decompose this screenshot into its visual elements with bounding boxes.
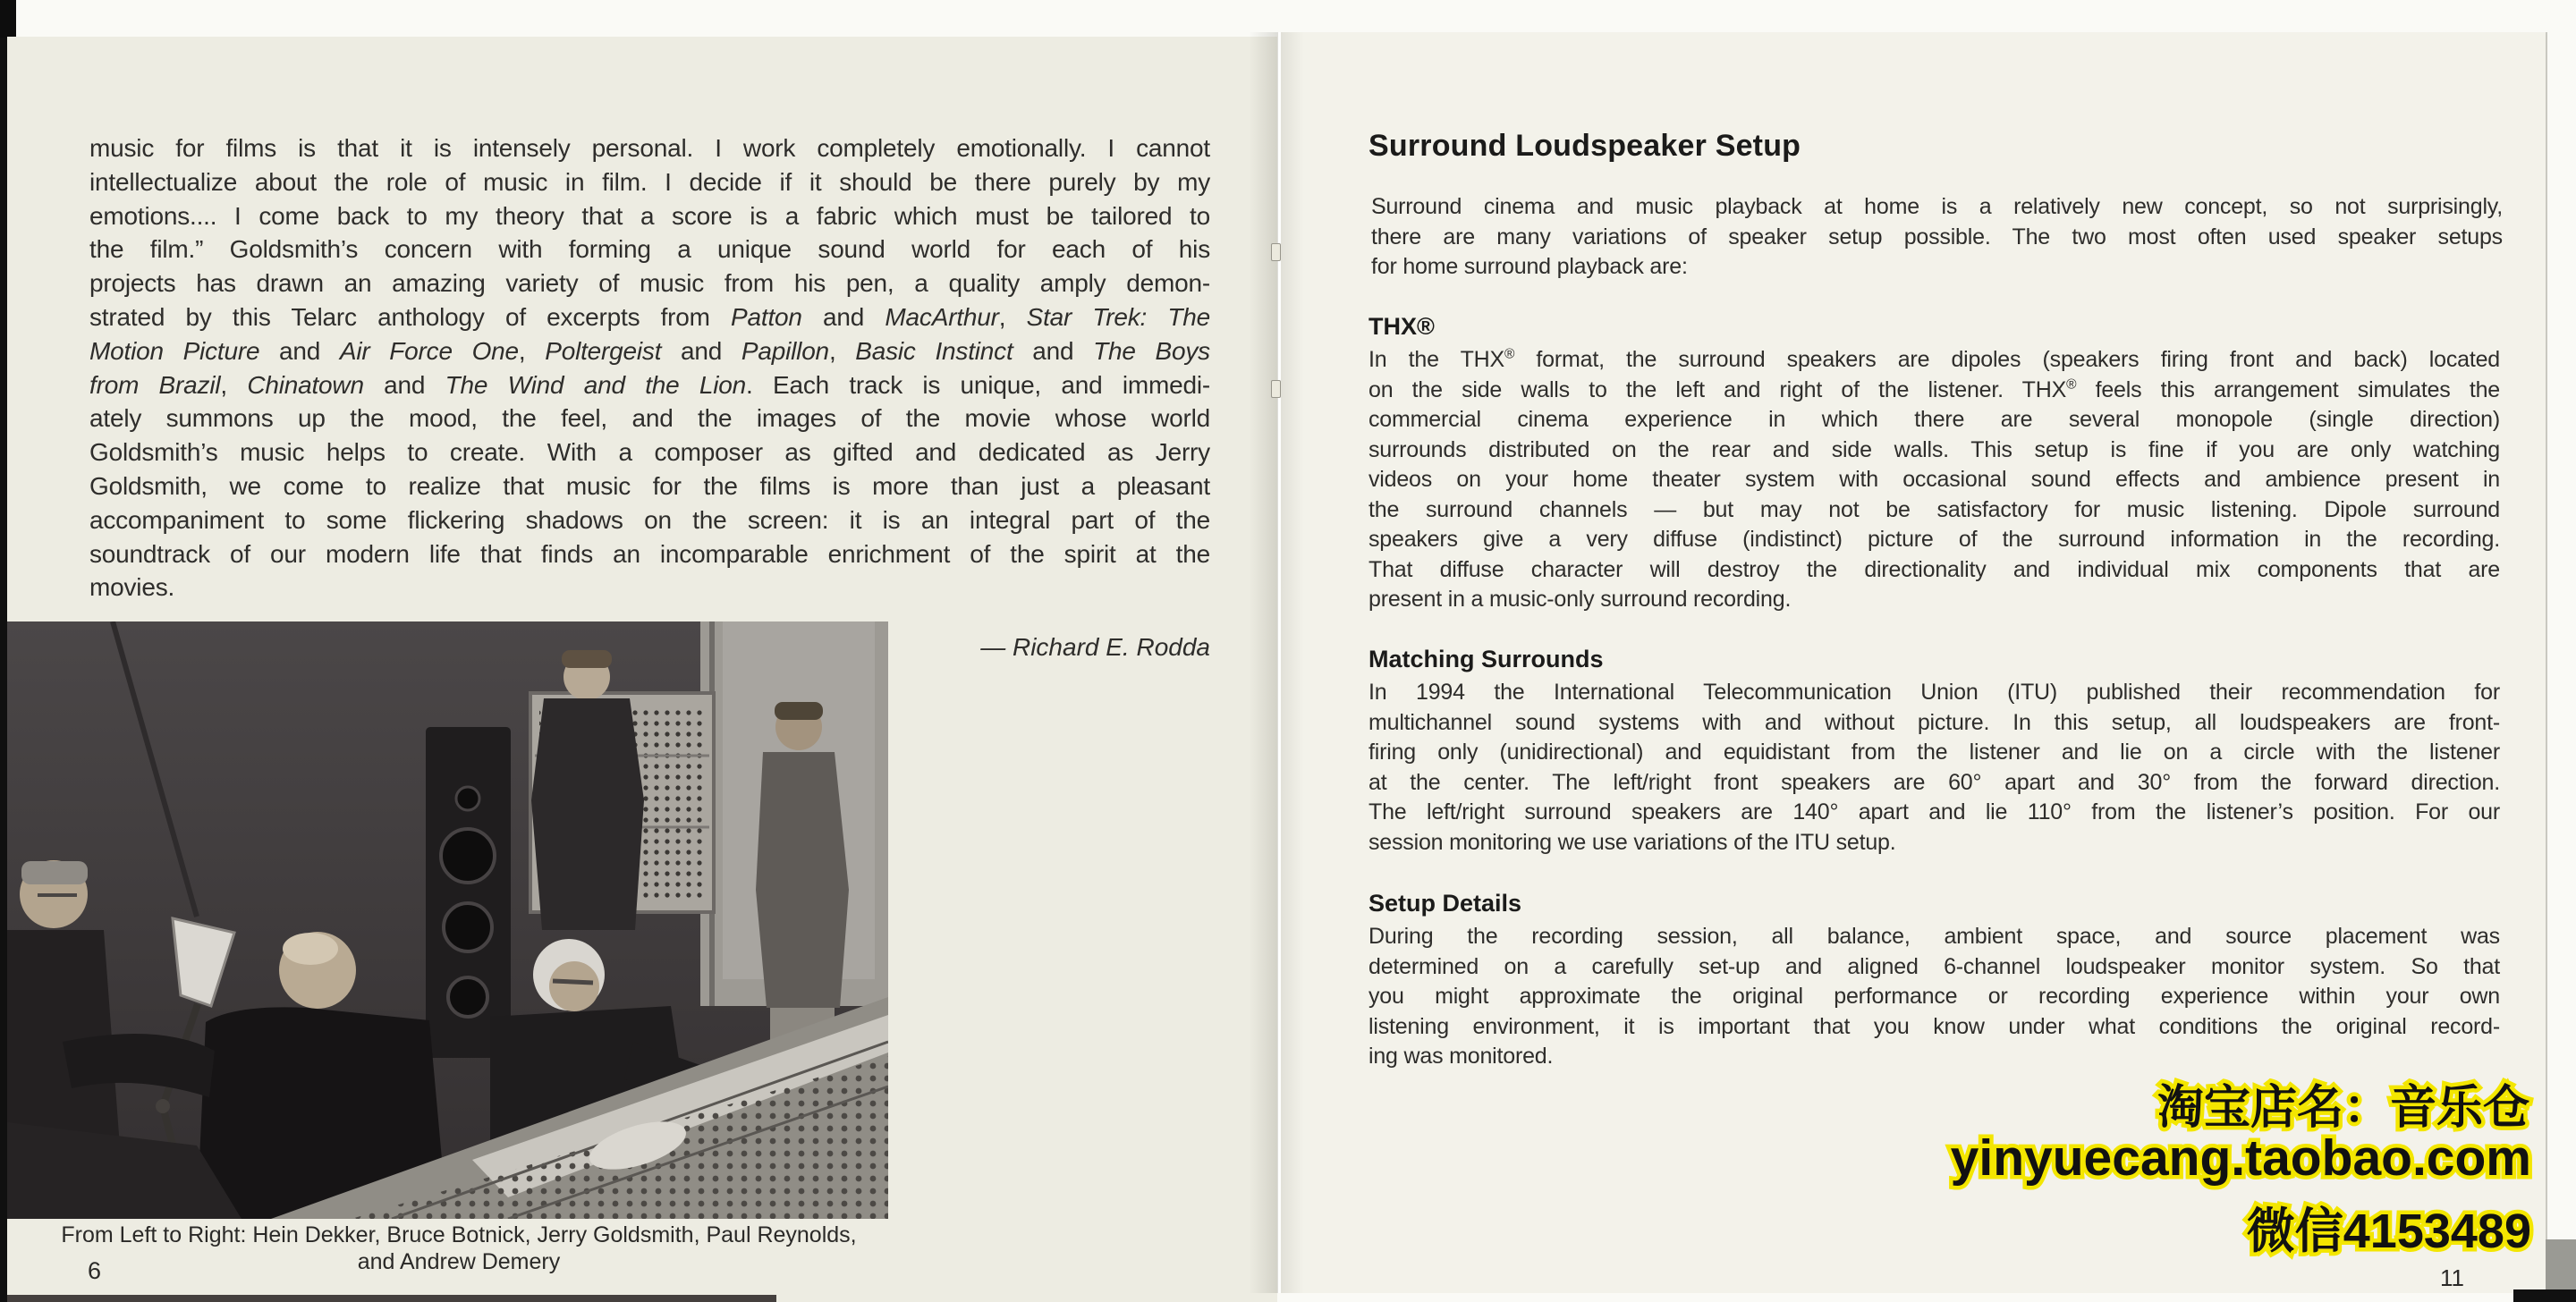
section-heading-thx: THX® <box>1368 313 1435 340</box>
section-heading-matching-surrounds: Matching Surrounds <box>1368 646 1604 672</box>
scan-edge-right <box>2546 1239 2576 1291</box>
studio-photo <box>7 621 888 1219</box>
watermark-line-1: 淘宝店名：音乐仓 <box>2157 1082 2529 1134</box>
photo-caption-line-2: and Andrew Demery <box>357 1249 561 1274</box>
section-heading-setup-details: Setup Details <box>1368 890 1522 917</box>
right-page-gutter-shade <box>1281 32 1304 1293</box>
photo-caption <box>16 1222 902 1275</box>
studio-photo-art <box>7 621 888 1219</box>
section-body-thx: In the THX® format, the surround speakers are dipoles (speakers firing front and back) located on the side walls to the left and right of the listener. THX® feels this arrangement simulates the commercial cinema experience in which there are several monopole (single direction) surrounds distributed on the rear and side walls. This setup is fine if you are only watching videos on your home theater system with occasional sound effects and ambience present in the surround channels — but may not be satisfactory for music listening. Dipole surround speakers give a very diffuse (indistinct) picture of the surround information in the recording. That diffuse character will destroy the directionality and individual mix components that are present in a music-only surround recording. <box>1368 346 2501 612</box>
booklet-gutter-shadow <box>1249 32 1278 1293</box>
left-page-paragraph: music for films is that it is intensely personal. I work completely emotionally. I cannot intellectualize about the role of music in film. I decide if it should be there purely by my emotions.... I come back to my theory that a score is a fabric which must be tailored to the film.” Goldsmith’s concern with forming a unique sound world for each of his projects has drawn an amazing variety of music from his pen, a quality amply demon- strated by this Telarc anthology of excerpts from Patton and MacArthur, Star Trek: The Motion Picture and Air Force One, Poltergeist and Papillon, Basic Instinct and The Boys from Brazil, Chinatown and The Wind and the Lion. Each track is unique, and immedi- ately summons up the mood, the feel, and the images of the movie whose world Goldsmith’s music helps to create. With a composer as gifted and dedicated as Jerry Goldsmith, we come to realize that music for the films is more than just a pleasant accompaniment to some flickering shadows on the screen: it is an integral part of the soundtrack of our modern life that finds an incomparable enrichment of the spirit at the movies. <box>89 134 1210 602</box>
photo-caption-line-1: From Left to Right: Hein Dekker, Bruce Botnick, Jerry Goldsmith, Paul Reynolds, <box>61 1222 857 1247</box>
watermark-line-2: yinyuecang.taobao.com <box>1950 1129 2531 1187</box>
scan-corner-top-left <box>0 0 16 38</box>
intro-paragraph: Surround cinema and music playback at home is a relatively new concept, so not surprisingly, there are many variations of speaker setup possible. The two most often used speaker setups for home surround playback are: <box>1371 194 2503 279</box>
page-title: Surround Loudspeaker Setup <box>1368 129 1801 163</box>
scan-bottom-strip <box>7 1295 776 1302</box>
page-number-left: 6 <box>88 1257 102 1284</box>
page-number-right: 11 <box>2440 1264 2464 1291</box>
watermark-line-3: 微信4153489 <box>2246 1205 2531 1258</box>
section-body-setup-details: During the recording session, all balance, ambient space, and source placement was determined on a carefully set-up and aligned 6-channel loudspeaker monitor system. So that you might approximate the original performance or recording experience within your own listening environment, it is important that you know under what conditions the original record- ing was monitored. <box>1368 924 2500 1069</box>
attribution: — Richard E. Rodda <box>980 633 1210 661</box>
staple-top <box>1271 243 1281 261</box>
scan-edge-left <box>0 0 7 1302</box>
section-body-matching-surrounds: In 1994 the International Telecommunication Union (ITU) published their recommendation for multichannel sound systems with and without picture. In this setup, all loudspeakers are front- firing only (unidirectional) and equidistant from the listener and lie on a circle with the listener at the center. The left/right front speakers are 60° apart and 30° from the forward direction. The left/right surround speakers are 140° apart and lie 110° from the listener’s position. For our session monitoring we use variations of the ITU setup. <box>1368 680 2500 855</box>
left-page <box>7 37 1277 1302</box>
scan-corner-bottom-right <box>2513 1289 2576 1302</box>
staple-bottom <box>1271 380 1281 398</box>
